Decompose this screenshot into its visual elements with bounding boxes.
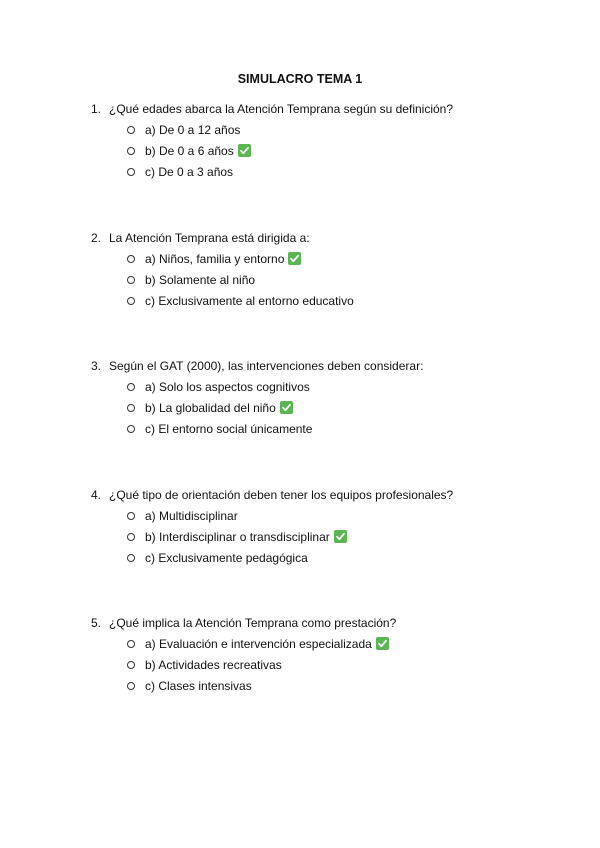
check-mark-icon bbox=[334, 530, 347, 543]
option-text: a) De 0 a 12 años bbox=[145, 123, 241, 137]
question-line bbox=[91, 487, 571, 503]
option-item bbox=[127, 676, 571, 697]
question-line bbox=[91, 615, 571, 631]
option-text: c) De 0 a 3 años bbox=[145, 165, 234, 179]
hollow-circle-bullet-icon bbox=[127, 640, 135, 648]
hollow-circle-bullet-icon bbox=[127, 682, 135, 690]
hollow-circle-bullet-icon bbox=[127, 297, 135, 305]
option-item bbox=[127, 548, 571, 569]
option-item bbox=[127, 270, 571, 291]
question-number: 1. bbox=[91, 102, 102, 116]
question-line bbox=[91, 358, 571, 374]
option-text: c) El entorno social únicamente bbox=[145, 422, 313, 436]
question-2 bbox=[91, 230, 571, 312]
option-item bbox=[127, 291, 571, 312]
options-list bbox=[91, 377, 571, 440]
option-item-correct bbox=[127, 249, 571, 270]
option-item bbox=[127, 506, 571, 527]
check-mark-icon bbox=[238, 144, 251, 157]
option-text: c) Exclusivamente al entorno educativo bbox=[145, 294, 354, 308]
question-text: Según el GAT (2000), las intervenciones deben considerar: bbox=[109, 359, 424, 373]
question-text: ¿Qué implica la Atención Temprana como prestación? bbox=[109, 616, 397, 630]
hollow-circle-bullet-icon bbox=[127, 276, 135, 284]
option-text: b) Solamente al niño bbox=[145, 273, 256, 287]
option-item-correct bbox=[127, 527, 571, 548]
options-list bbox=[91, 120, 571, 183]
hollow-circle-bullet-icon bbox=[127, 147, 135, 155]
hollow-circle-bullet-icon bbox=[127, 533, 135, 541]
check-mark-icon bbox=[376, 637, 389, 650]
hollow-circle-bullet-icon bbox=[127, 512, 135, 520]
option-text: c) Clases intensivas bbox=[145, 679, 252, 693]
option-item-correct bbox=[127, 634, 571, 655]
hollow-circle-bullet-icon bbox=[127, 168, 135, 176]
option-text: b) De 0 a 6 años bbox=[145, 144, 234, 158]
hollow-circle-bullet-icon bbox=[127, 404, 135, 412]
options-list bbox=[91, 249, 571, 312]
hollow-circle-bullet-icon bbox=[127, 554, 135, 562]
option-text: a) Niños, familia y entorno bbox=[145, 252, 285, 266]
option-text: b) Interdisciplinar o transdisciplinar bbox=[145, 530, 330, 544]
option-item bbox=[127, 120, 571, 141]
question-text: ¿Qué edades abarca la Atención Temprana según su definición? bbox=[109, 102, 454, 116]
option-item bbox=[127, 162, 571, 183]
option-text: b) Actividades recreativas bbox=[145, 658, 282, 672]
question-text: La Atención Temprana está dirigida a: bbox=[109, 231, 310, 245]
option-item bbox=[127, 419, 571, 440]
option-text: a) Evaluación e intervención especializada bbox=[145, 637, 372, 651]
options-list bbox=[91, 634, 571, 697]
question-5 bbox=[91, 615, 571, 697]
hollow-circle-bullet-icon bbox=[127, 661, 135, 669]
option-text: a) Solo los aspectos cognitivos bbox=[145, 380, 310, 394]
option-text: b) La globalidad del niño bbox=[145, 401, 276, 415]
question-text: ¿Qué tipo de orientación deben tener los equipos profesionales? bbox=[109, 488, 454, 502]
question-4 bbox=[91, 487, 571, 569]
check-mark-icon bbox=[288, 252, 301, 265]
options-list bbox=[91, 506, 571, 569]
question-line bbox=[91, 230, 571, 246]
option-item bbox=[127, 377, 571, 398]
page-title: SIMULACRO TEMA 1 bbox=[237, 72, 363, 86]
option-text: a) Multidisciplinar bbox=[145, 509, 238, 523]
question-3 bbox=[91, 358, 571, 440]
hollow-circle-bullet-icon bbox=[127, 383, 135, 391]
option-item bbox=[127, 655, 571, 676]
question-number: 2. bbox=[91, 231, 102, 245]
question-number: 4. bbox=[91, 488, 102, 502]
hollow-circle-bullet-icon bbox=[127, 255, 135, 263]
option-text: c) Exclusivamente pedagógica bbox=[145, 551, 308, 565]
hollow-circle-bullet-icon bbox=[127, 126, 135, 134]
option-item-correct bbox=[127, 398, 571, 419]
check-mark-icon bbox=[280, 401, 293, 414]
option-item-correct bbox=[127, 141, 571, 162]
question-number: 3. bbox=[91, 359, 102, 373]
question-1 bbox=[91, 101, 571, 183]
question-line bbox=[91, 101, 571, 117]
hollow-circle-bullet-icon bbox=[127, 425, 135, 433]
question-number: 5. bbox=[91, 616, 102, 630]
